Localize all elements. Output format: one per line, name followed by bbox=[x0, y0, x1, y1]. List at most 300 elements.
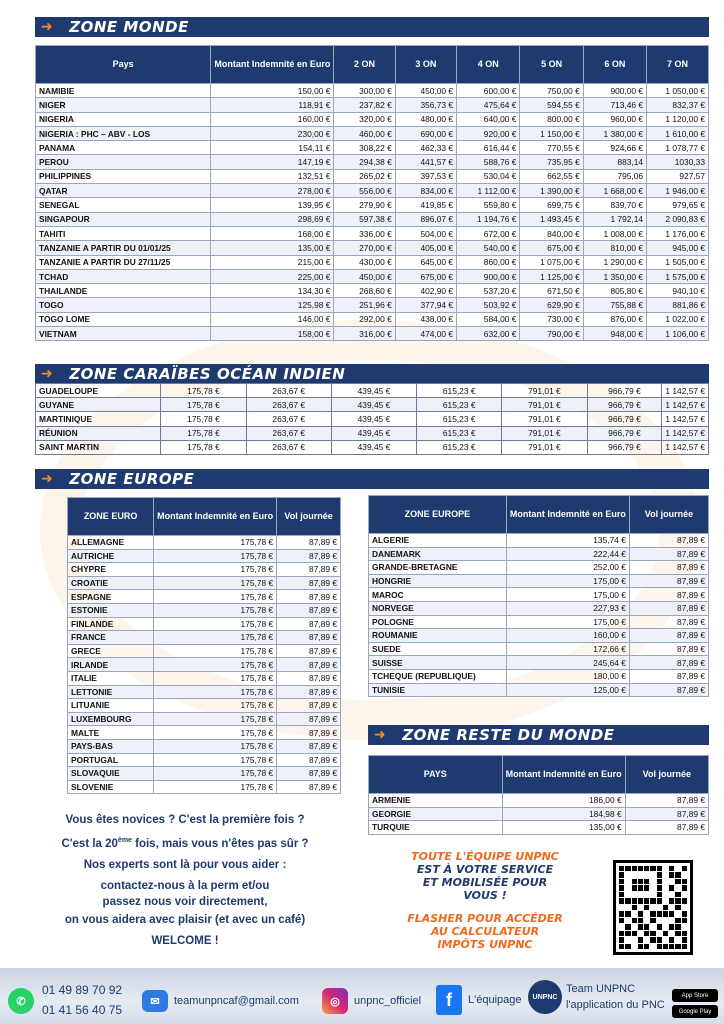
instagram-handle[interactable]: unpnc_officiel bbox=[354, 995, 422, 1007]
amount-cell: 770,55 € bbox=[520, 141, 583, 155]
amount-cell: 87,89 € bbox=[277, 603, 341, 617]
amount-cell: 896,07 € bbox=[395, 212, 456, 226]
amount-cell: 175,78 € bbox=[154, 726, 277, 740]
amount-cell: 629,90 € bbox=[520, 298, 583, 312]
table-row bbox=[68, 617, 341, 631]
amount-cell: 175,78 € bbox=[154, 712, 277, 726]
amount-cell: 263,67 € bbox=[246, 440, 331, 454]
table-row bbox=[68, 658, 341, 672]
amount-cell: 900,00 € bbox=[583, 84, 646, 98]
amount-cell: 134,30 € bbox=[211, 284, 334, 298]
amount-cell: 320,00 € bbox=[334, 112, 395, 126]
amount-cell: 966,79 € bbox=[587, 440, 662, 454]
table-row bbox=[369, 588, 709, 602]
country-cell: ALLEMAGNE bbox=[68, 536, 154, 550]
amount-cell: 645,00 € bbox=[395, 255, 456, 269]
country-cell: ITALIE bbox=[68, 671, 154, 685]
amount-cell: 263,67 € bbox=[246, 412, 331, 426]
country-cell: TAHITI bbox=[36, 226, 211, 240]
amount-cell: 135,00 € bbox=[502, 821, 625, 835]
country-cell: GUYANE bbox=[36, 398, 161, 412]
amount-cell: 87,89 € bbox=[629, 547, 708, 561]
amount-cell: 584,00 € bbox=[457, 312, 520, 326]
table-row bbox=[36, 440, 709, 454]
country-cell: PHILIPPINES bbox=[36, 169, 211, 183]
amount-cell: 537,20 € bbox=[457, 284, 520, 298]
amount-cell: 1 505,00 € bbox=[647, 255, 709, 269]
amount-cell: 175,78 € bbox=[154, 753, 277, 767]
amount-cell: 87,89 € bbox=[277, 671, 341, 685]
amount-cell: 278,00 € bbox=[211, 184, 334, 198]
amount-cell: 960,00 € bbox=[583, 112, 646, 126]
amount-cell: 87,89 € bbox=[277, 699, 341, 713]
amount-cell: 1 493,45 € bbox=[520, 212, 583, 226]
table-row bbox=[36, 384, 709, 398]
amount-cell: 87,89 € bbox=[629, 629, 708, 643]
table-row bbox=[369, 547, 709, 561]
amount-cell: 791,01 € bbox=[502, 412, 587, 426]
qr-code[interactable] bbox=[613, 860, 693, 955]
amount-cell: 439,45 € bbox=[331, 440, 416, 454]
amount-cell: 1 142,57 € bbox=[662, 384, 709, 398]
amount-cell: 475,64 € bbox=[457, 98, 520, 112]
amount-cell: 966,79 € bbox=[587, 412, 662, 426]
amount-cell: 474,00 € bbox=[395, 327, 456, 341]
amount-cell: 860,00 € bbox=[457, 255, 520, 269]
amount-cell: 160,00 € bbox=[211, 112, 334, 126]
amount-cell: 556,00 € bbox=[334, 184, 395, 198]
phone-number[interactable]: 01 49 89 70 92 bbox=[42, 983, 123, 997]
amount-cell: 356,73 € bbox=[395, 98, 456, 112]
amount-cell: 87,89 € bbox=[629, 588, 708, 602]
amount-cell: 439,45 € bbox=[331, 412, 416, 426]
amount-cell: 1 150,00 € bbox=[520, 126, 583, 140]
country-cell: ALGERIE bbox=[369, 534, 507, 548]
amount-cell: 750,00 € bbox=[520, 84, 583, 98]
amount-cell: 175,78 € bbox=[161, 384, 246, 398]
amount-cell: 439,45 € bbox=[331, 398, 416, 412]
amount-cell: 730,00 € bbox=[520, 312, 583, 326]
amount-cell: 175,00 € bbox=[506, 574, 629, 588]
country-cell: MALTE bbox=[68, 726, 154, 740]
slogan-line: VOUS ! bbox=[463, 889, 507, 902]
zone-euro-table bbox=[67, 497, 341, 794]
amount-cell: 791,01 € bbox=[502, 426, 587, 440]
amount-cell: 1 668,00 € bbox=[583, 184, 646, 198]
table-row bbox=[369, 629, 709, 643]
amount-cell: 948,00 € bbox=[583, 327, 646, 341]
amount-cell: 540,00 € bbox=[457, 241, 520, 255]
amount-cell: 900,00 € bbox=[457, 269, 520, 283]
slogan-line: IMPÔTS UNPNC bbox=[437, 938, 533, 951]
amount-cell: 1 380,00 € bbox=[583, 126, 646, 140]
amount-cell: 87,89 € bbox=[277, 726, 341, 740]
amount-cell: 450,00 € bbox=[395, 84, 456, 98]
amount-cell: 1 350,00 € bbox=[583, 269, 646, 283]
amount-cell: 439,45 € bbox=[331, 426, 416, 440]
country-cell: GRANDE-BRETAGNE bbox=[369, 561, 507, 575]
amount-cell: 175,78 € bbox=[154, 685, 277, 699]
country-cell: GUADELOUPE bbox=[36, 384, 161, 398]
team-slogan bbox=[380, 850, 590, 951]
table-row bbox=[36, 212, 709, 226]
amount-cell: 800,00 € bbox=[520, 112, 583, 126]
amount-cell: 175,78 € bbox=[154, 617, 277, 631]
amount-cell: 615,23 € bbox=[417, 412, 502, 426]
column-header: PAYS bbox=[369, 756, 503, 794]
instagram-icon: ◎ bbox=[322, 988, 348, 1014]
slogan-line: AU CALCULATEUR bbox=[430, 925, 540, 938]
amount-cell: 616,44 € bbox=[457, 141, 520, 155]
country-cell: LUXEMBOURG bbox=[68, 712, 154, 726]
amount-cell: 87,89 € bbox=[629, 534, 708, 548]
amount-cell: 438,00 € bbox=[395, 312, 456, 326]
amount-cell: 462,33 € bbox=[395, 141, 456, 155]
amount-cell: 791,01 € bbox=[502, 384, 587, 398]
table-row bbox=[68, 685, 341, 699]
country-cell: HONGRIE bbox=[369, 574, 507, 588]
table-row bbox=[36, 169, 709, 183]
facebook-contact[interactable] bbox=[436, 985, 522, 1015]
column-header: 5 ON bbox=[520, 46, 583, 84]
country-cell: PAYS-BAS bbox=[68, 739, 154, 753]
amount-cell: 87,89 € bbox=[629, 656, 708, 670]
country-cell: THAILANDE bbox=[36, 284, 211, 298]
table-row bbox=[68, 712, 341, 726]
country-cell: FINLANDE bbox=[68, 617, 154, 631]
app-promo[interactable] bbox=[528, 980, 665, 1014]
amount-cell: 402,90 € bbox=[395, 284, 456, 298]
zone-europe-table bbox=[368, 495, 709, 697]
table-row bbox=[36, 398, 709, 412]
country-cell: NIGER bbox=[36, 98, 211, 112]
amount-cell: 168,00 € bbox=[211, 226, 334, 240]
table-row bbox=[68, 536, 341, 550]
amount-cell: 87,89 € bbox=[625, 807, 708, 821]
amount-cell: 805,80 € bbox=[583, 284, 646, 298]
country-cell: ESTONIE bbox=[68, 603, 154, 617]
country-cell: MAROC bbox=[369, 588, 507, 602]
facebook-icon: f bbox=[436, 985, 462, 1015]
column-header: Montant Indemnité en Euro bbox=[506, 496, 629, 534]
amount-cell: 945,00 € bbox=[647, 241, 709, 255]
email-address[interactable]: teamunpncaf@gmail.com bbox=[174, 995, 299, 1007]
slogan-line: FLASHER POUR ACCÉDER bbox=[407, 912, 563, 925]
amount-cell: 279,90 € bbox=[334, 198, 395, 212]
table-row bbox=[68, 671, 341, 685]
amount-cell: 640,00 € bbox=[457, 112, 520, 126]
promo-line: WELCOME ! bbox=[151, 934, 219, 947]
amount-cell: 834,00 € bbox=[395, 184, 456, 198]
amount-cell: 175,78 € bbox=[154, 658, 277, 672]
amount-cell: 87,89 € bbox=[277, 549, 341, 563]
amount-cell: 147,19 € bbox=[211, 155, 334, 169]
amount-cell: 460,00 € bbox=[334, 126, 395, 140]
table-row bbox=[36, 284, 709, 298]
amount-cell: 251,96 € bbox=[334, 298, 395, 312]
amount-cell: 675,00 € bbox=[520, 241, 583, 255]
zone-caraibes-banner bbox=[35, 364, 709, 384]
table-row bbox=[36, 98, 709, 112]
amount-cell: 1 075,00 € bbox=[520, 255, 583, 269]
amount-cell: 316,00 € bbox=[334, 327, 395, 341]
country-cell: VIETNAM bbox=[36, 327, 211, 341]
column-header: 2 ON bbox=[334, 46, 395, 84]
amount-cell: 175,78 € bbox=[154, 536, 277, 550]
promo-line: on vous aidera avec plaisir (et avec un café) bbox=[64, 913, 306, 926]
amount-cell: 175,78 € bbox=[154, 576, 277, 590]
zone-monde-title: ZONE MONDE bbox=[69, 18, 189, 36]
amount-cell: 118,91 € bbox=[211, 98, 334, 112]
phone-number[interactable]: 01 41 56 40 75 bbox=[42, 1003, 123, 1017]
amount-cell: 1 142,57 € bbox=[662, 440, 709, 454]
amount-cell: 397,53 € bbox=[395, 169, 456, 183]
amount-cell: 87,89 € bbox=[277, 631, 341, 645]
column-header: 6 ON bbox=[583, 46, 646, 84]
amount-cell: 237,82 € bbox=[334, 98, 395, 112]
table-row bbox=[68, 699, 341, 713]
amount-cell: 298,69 € bbox=[211, 212, 334, 226]
table-row bbox=[68, 631, 341, 645]
arrow-icon: ➜ bbox=[41, 471, 54, 487]
table-row bbox=[36, 269, 709, 283]
country-cell: ESPAGNE bbox=[68, 590, 154, 604]
country-cell: LITUANIE bbox=[68, 699, 154, 713]
amount-cell: 1 290,00 € bbox=[583, 255, 646, 269]
country-cell: TOGO bbox=[36, 298, 211, 312]
app-title: Team UNPNC bbox=[566, 983, 636, 995]
column-header: Montant Indemnité en Euro bbox=[154, 498, 277, 536]
amount-cell: 150,00 € bbox=[211, 84, 334, 98]
amount-cell: 940,10 € bbox=[647, 284, 709, 298]
amount-cell: 175,78 € bbox=[154, 644, 277, 658]
table-row bbox=[36, 198, 709, 212]
column-header: ZONE EUROPE bbox=[369, 496, 507, 534]
amount-cell: 979,65 € bbox=[647, 198, 709, 212]
amount-cell: 294,38 € bbox=[334, 155, 395, 169]
amount-cell: 135,74 € bbox=[506, 534, 629, 548]
amount-cell: 175,78 € bbox=[154, 590, 277, 604]
amount-cell: 263,67 € bbox=[246, 426, 331, 440]
amount-cell: 175,78 € bbox=[161, 398, 246, 412]
zone-caraibes-title: ZONE CARAÏBES OCÉAN INDIEN bbox=[69, 365, 346, 383]
amount-cell: 795,06 bbox=[583, 169, 646, 183]
amount-cell: 594,55 € bbox=[520, 98, 583, 112]
amount-cell: 222,44 € bbox=[506, 547, 629, 561]
amount-cell: 735,95 € bbox=[520, 155, 583, 169]
amount-cell: 588,76 € bbox=[457, 155, 520, 169]
amount-cell: 87,89 € bbox=[625, 821, 708, 835]
amount-cell: 840,00 € bbox=[520, 226, 583, 240]
amount-cell: 1 142,57 € bbox=[662, 398, 709, 412]
amount-cell: 662,55 € bbox=[520, 169, 583, 183]
table-row bbox=[68, 549, 341, 563]
zone-europe-banner bbox=[35, 469, 709, 489]
amount-cell: 1 946,00 € bbox=[647, 184, 709, 198]
table-row bbox=[68, 603, 341, 617]
zone-europe-title: ZONE EUROPE bbox=[69, 470, 195, 488]
amount-cell: 175,78 € bbox=[161, 440, 246, 454]
amount-cell: 615,23 € bbox=[417, 440, 502, 454]
amount-cell: 924,66 € bbox=[583, 141, 646, 155]
slogan-line: TOUTE L'ÉQUIPE UNPNC bbox=[411, 850, 559, 863]
amount-cell: 158,00 € bbox=[211, 327, 334, 341]
table-row bbox=[36, 155, 709, 169]
table-row bbox=[369, 683, 709, 697]
amount-cell: 1 194,76 € bbox=[457, 212, 520, 226]
google-play-badge[interactable]: Google Play bbox=[672, 1005, 718, 1018]
country-cell: GEORGIE bbox=[369, 807, 503, 821]
table-row bbox=[369, 615, 709, 629]
amount-cell: 1 078,77 € bbox=[647, 141, 709, 155]
amount-cell: 135,00 € bbox=[211, 241, 334, 255]
amount-cell: 480,00 € bbox=[395, 112, 456, 126]
app-store-badge[interactable]: App Store bbox=[672, 989, 718, 1002]
email-contact[interactable] bbox=[142, 990, 299, 1012]
amount-cell: 441,57 € bbox=[395, 155, 456, 169]
country-cell: TANZANIE A PARTIR DU 27/11/25 bbox=[36, 255, 211, 269]
amount-cell: 615,23 € bbox=[417, 384, 502, 398]
amount-cell: 172,66 € bbox=[506, 642, 629, 656]
amount-cell: 175,78 € bbox=[154, 631, 277, 645]
amount-cell: 175,78 € bbox=[154, 603, 277, 617]
whatsapp-contact[interactable] bbox=[8, 988, 34, 1014]
amount-cell: 175,78 € bbox=[161, 412, 246, 426]
country-cell: QATAR bbox=[36, 184, 211, 198]
amount-cell: 87,89 € bbox=[277, 685, 341, 699]
amount-cell: 405,00 € bbox=[395, 241, 456, 255]
promo-line: Nos experts sont là pour vous aider : bbox=[83, 858, 287, 871]
table-row bbox=[68, 753, 341, 767]
instagram-contact[interactable] bbox=[322, 988, 421, 1014]
amount-cell: 132,51 € bbox=[211, 169, 334, 183]
amount-cell: 87,89 € bbox=[629, 615, 708, 629]
amount-cell: 87,89 € bbox=[629, 642, 708, 656]
arrow-icon: ➜ bbox=[374, 727, 387, 743]
amount-cell: 87,89 € bbox=[277, 536, 341, 550]
table-row bbox=[36, 255, 709, 269]
amount-cell: 1 610,00 € bbox=[647, 126, 709, 140]
amount-cell: 215,00 € bbox=[211, 255, 334, 269]
amount-cell: 87,89 € bbox=[277, 739, 341, 753]
country-cell: SAINT MARTIN bbox=[36, 440, 161, 454]
table-row bbox=[369, 794, 709, 808]
amount-cell: 139,95 € bbox=[211, 198, 334, 212]
country-cell: TURQUIE bbox=[369, 821, 503, 835]
table-row bbox=[36, 226, 709, 240]
amount-cell: 530,04 € bbox=[457, 169, 520, 183]
table-row bbox=[369, 656, 709, 670]
country-cell: FRANCE bbox=[68, 631, 154, 645]
amount-cell: 966,79 € bbox=[587, 384, 662, 398]
amount-cell: 270,00 € bbox=[334, 241, 395, 255]
amount-cell: 175,78 € bbox=[154, 699, 277, 713]
zone-monde-table bbox=[35, 45, 709, 341]
amount-cell: 876,00 € bbox=[583, 312, 646, 326]
country-cell: TCHEQUE (REPUBLIQUE) bbox=[369, 669, 507, 683]
amount-cell: 175,78 € bbox=[154, 671, 277, 685]
column-header: 3 ON bbox=[395, 46, 456, 84]
table-row bbox=[36, 84, 709, 98]
table-row bbox=[36, 312, 709, 326]
table-row bbox=[369, 642, 709, 656]
column-header: 4 ON bbox=[457, 46, 520, 84]
amount-cell: 839,70 € bbox=[583, 198, 646, 212]
amount-cell: 1 125,00 € bbox=[520, 269, 583, 283]
amount-cell: 832,37 € bbox=[647, 98, 709, 112]
country-cell: TOGO LOME bbox=[36, 312, 211, 326]
country-cell: SINGAPOUR bbox=[36, 212, 211, 226]
amount-cell: 175,78 € bbox=[154, 780, 277, 794]
table-row bbox=[68, 767, 341, 781]
slogan-line: EST À VOTRE SERVICE bbox=[416, 863, 554, 876]
country-cell: NAMIBIE bbox=[36, 84, 211, 98]
amount-cell: 1 390,00 € bbox=[520, 184, 583, 198]
amount-cell: 920,00 € bbox=[457, 126, 520, 140]
amount-cell: 87,89 € bbox=[629, 574, 708, 588]
country-cell: ARMENIE bbox=[369, 794, 503, 808]
table-row bbox=[369, 807, 709, 821]
amount-cell: 154,11 € bbox=[211, 141, 334, 155]
amount-cell: 175,78 € bbox=[154, 767, 277, 781]
table-row bbox=[36, 141, 709, 155]
table-row bbox=[369, 669, 709, 683]
amount-cell: 1 575,00 € bbox=[647, 269, 709, 283]
amount-cell: 87,89 € bbox=[277, 780, 341, 794]
country-cell: CHYPRE bbox=[68, 563, 154, 577]
facebook-page[interactable]: L'équipage bbox=[468, 994, 522, 1006]
amount-cell: 336,00 € bbox=[334, 226, 395, 240]
amount-cell: 1 050,00 € bbox=[647, 84, 709, 98]
amount-cell: 125,98 € bbox=[211, 298, 334, 312]
amount-cell: 632,00 € bbox=[457, 327, 520, 341]
country-cell: CROATIE bbox=[68, 576, 154, 590]
amount-cell: 265,02 € bbox=[334, 169, 395, 183]
table-row bbox=[369, 561, 709, 575]
amount-cell: 1 792,14 bbox=[583, 212, 646, 226]
amount-cell: 300,00 € bbox=[334, 84, 395, 98]
amount-cell: 966,79 € bbox=[587, 398, 662, 412]
amount-cell: 377,94 € bbox=[395, 298, 456, 312]
amount-cell: 225,00 € bbox=[211, 269, 334, 283]
amount-cell: 87,89 € bbox=[277, 576, 341, 590]
country-cell: PANAMA bbox=[36, 141, 211, 155]
amount-cell: 966,79 € bbox=[587, 426, 662, 440]
amount-cell: 125,00 € bbox=[506, 683, 629, 697]
amount-cell: 672,00 € bbox=[457, 226, 520, 240]
amount-cell: 1 022,00 € bbox=[647, 312, 709, 326]
table-row bbox=[36, 184, 709, 198]
amount-cell: 430,00 € bbox=[334, 255, 395, 269]
amount-cell: 186,00 € bbox=[502, 794, 625, 808]
amount-cell: 230,00 € bbox=[211, 126, 334, 140]
slogan-line: ET MOBILISÉE POUR bbox=[422, 876, 548, 889]
amount-cell: 881,86 € bbox=[647, 298, 709, 312]
table-row bbox=[36, 327, 709, 341]
table-row bbox=[68, 590, 341, 604]
amount-cell: 175,78 € bbox=[154, 739, 277, 753]
amount-cell: 790,00 € bbox=[520, 327, 583, 341]
amount-cell: 1 106,00 € bbox=[647, 327, 709, 341]
table-row bbox=[369, 821, 709, 835]
amount-cell: 263,67 € bbox=[246, 384, 331, 398]
amount-cell: 87,89 € bbox=[277, 753, 341, 767]
zone-reste-table bbox=[368, 755, 709, 835]
amount-cell: 175,78 € bbox=[161, 426, 246, 440]
country-cell: PORTUGAL bbox=[68, 753, 154, 767]
country-cell: NORVEGE bbox=[369, 601, 507, 615]
amount-cell: 87,89 € bbox=[277, 563, 341, 577]
